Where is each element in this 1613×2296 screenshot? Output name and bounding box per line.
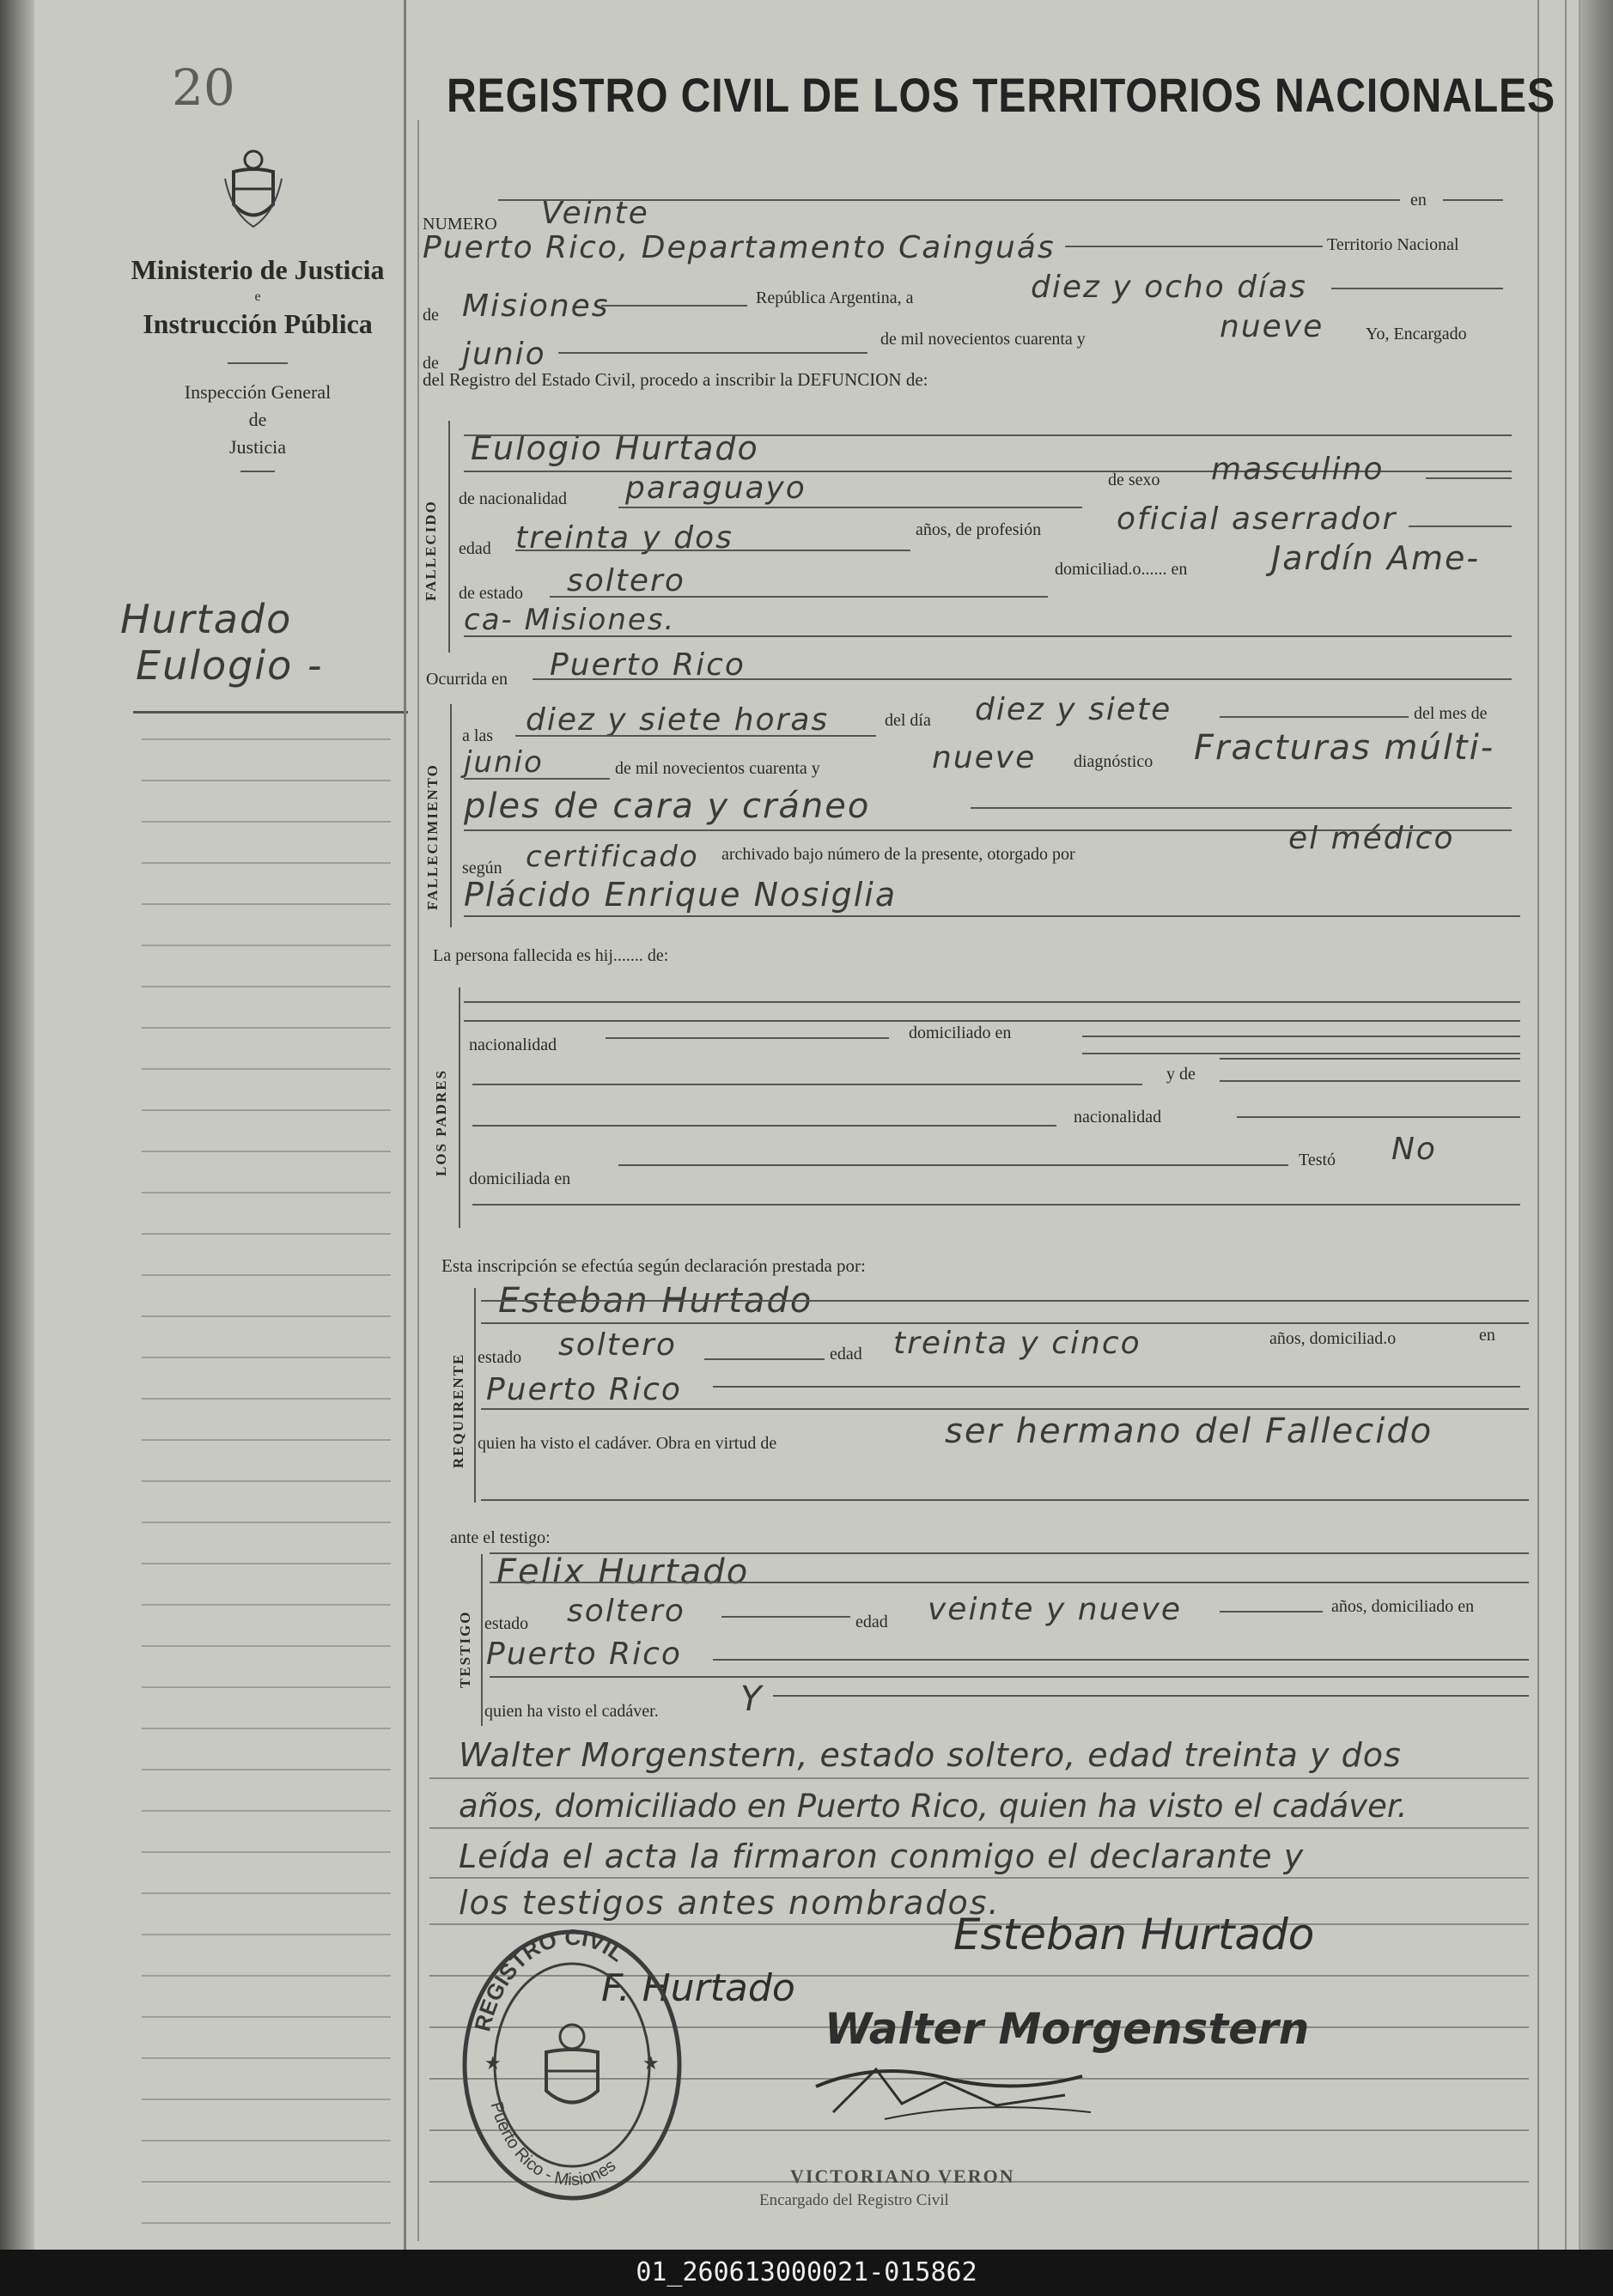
line-testigo-domicilio-2 bbox=[490, 1676, 1529, 1678]
bracket-testigo bbox=[481, 1554, 483, 1726]
line-sexo bbox=[1426, 477, 1512, 479]
margin-ruled-line bbox=[142, 2181, 391, 2183]
value-testo: No bbox=[1391, 1132, 1437, 1167]
label-nacionalidad-padre: nacionalidad bbox=[469, 1036, 557, 1054]
margin-ruled-line bbox=[142, 1604, 391, 1606]
margin-divider-inner bbox=[417, 120, 419, 2241]
inspection-line1: Inspección General bbox=[184, 381, 332, 403]
left-margin-column bbox=[34, 0, 404, 2250]
value-requirente-nombre: Esteban Hurtado bbox=[498, 1281, 813, 1321]
value-ocurrida: Puerto Rico bbox=[550, 647, 746, 683]
label-de-sexo: de sexo bbox=[1108, 471, 1160, 489]
stamp-top-text: REGISTRO CIVIL bbox=[469, 1923, 630, 2034]
line-requirente-domicilio bbox=[713, 1386, 1520, 1388]
line-estado bbox=[550, 596, 1048, 598]
label-territorio: Territorio Nacional bbox=[1327, 235, 1459, 254]
label-quien-cadaver: quien ha visto el cadáver. Obra en virtud de bbox=[478, 1434, 777, 1453]
coat-of-arms-icon bbox=[223, 144, 283, 230]
line-testigo-domicilio bbox=[713, 1659, 1529, 1661]
value-lugar: Puerto Rico, Departamento Cainguás bbox=[423, 230, 1056, 265]
margin-ruled-line bbox=[142, 1192, 391, 1194]
label-domiciliada-en: domiciliada en bbox=[469, 1169, 571, 1188]
ministry-line2: e bbox=[254, 289, 261, 304]
label-en-requirente: en bbox=[1479, 1326, 1495, 1345]
value-domicilio-1: Jardín Ame- bbox=[1271, 539, 1481, 577]
margin-ruled-line bbox=[142, 1810, 391, 1812]
margin-ruled-line bbox=[142, 1686, 391, 1688]
label-domiciliado-en-padre: domiciliado en bbox=[909, 1023, 1012, 1042]
registro-civil-stamp bbox=[452, 1923, 692, 2207]
margin-ruled-line bbox=[142, 780, 391, 781]
value-testigo-domicilio: Puerto Rico bbox=[486, 1637, 682, 1672]
label-mil-novecientos-2: de mil novecientos cuarenta y bbox=[615, 759, 820, 778]
svg-text:★: ★ bbox=[484, 2052, 502, 2074]
line-mes bbox=[558, 352, 867, 354]
label-republica: República Argentina, a bbox=[756, 289, 914, 307]
signature-walter: Walter Morgenstern bbox=[825, 2004, 1310, 2054]
line-lugar bbox=[1065, 246, 1323, 247]
label-numero: NUMERO bbox=[423, 215, 497, 234]
line-diagnostico-2 bbox=[971, 807, 1512, 809]
label-de-estado: de estado bbox=[459, 584, 523, 603]
line-closing-1 bbox=[429, 1777, 1529, 1779]
margin-ruled-line bbox=[142, 1439, 391, 1441]
margin-ruled-line bbox=[142, 1645, 391, 1647]
margin-ruled-line bbox=[142, 1728, 391, 1729]
margin-ruled-line bbox=[142, 1975, 391, 1977]
value-sexo: masculino bbox=[1211, 452, 1385, 487]
margin-ruled-line bbox=[142, 1934, 391, 1935]
page-stack-edge bbox=[1565, 0, 1580, 2250]
officer-name: VICTORIANO VERON bbox=[790, 2165, 1015, 2187]
page-right-edge bbox=[1580, 0, 1613, 2250]
officer-role: Encargado del Registro Civil bbox=[759, 2191, 949, 2209]
ministry-heading bbox=[129, 254, 387, 472]
line-numero bbox=[498, 199, 1400, 201]
bracket-los-padres bbox=[459, 987, 460, 1228]
label-del-registro: del Registro del Estado Civil, procedo a inscribir la DEFUNCION de: bbox=[423, 369, 928, 390]
line-padres-3 bbox=[1082, 1053, 1520, 1054]
line-territorio bbox=[601, 305, 747, 307]
document-title: REGISTRO CIVIL DE LOS TERRITORIOS NACIONALES bbox=[447, 68, 1556, 122]
line-profesion bbox=[1409, 525, 1512, 527]
margin-ruled-line bbox=[142, 2222, 391, 2224]
margin-ruled-line bbox=[142, 1068, 391, 1070]
value-mes-2: junio bbox=[464, 745, 544, 780]
bracket-fallecido bbox=[448, 421, 450, 653]
value-profesion: oficial aserrador bbox=[1117, 501, 1397, 537]
margin-ruled-line bbox=[142, 738, 391, 740]
label-de-nacionalidad: de nacionalidad bbox=[459, 489, 568, 508]
line-quien-cadaver bbox=[773, 1695, 1529, 1697]
line-en bbox=[1443, 199, 1503, 201]
line-ocurrida bbox=[533, 678, 1512, 680]
margin-ruled-line bbox=[142, 1522, 391, 1523]
value-territorio: Misiones bbox=[462, 289, 610, 324]
signature-testigo: F. Hurtado bbox=[601, 1966, 795, 2010]
line-domicilio-padre bbox=[1082, 1036, 1520, 1037]
line-padres-4 bbox=[472, 1084, 1142, 1085]
line-nacionalidad bbox=[618, 507, 1082, 508]
line-testigo-nombre-2 bbox=[490, 1582, 1529, 1583]
bracket-fallecimiento bbox=[450, 704, 452, 927]
value-mes: junio bbox=[462, 337, 546, 372]
value-dia: diez y siete bbox=[975, 692, 1172, 727]
value-requirente-edad: treinta y cinco bbox=[893, 1326, 1141, 1361]
label-yo: Yo, Encargado bbox=[1366, 325, 1467, 343]
label-nacionalidad-madre: nacionalidad bbox=[1074, 1108, 1162, 1127]
margin-ruled-line bbox=[142, 1274, 391, 1276]
label-y-de: y de bbox=[1166, 1065, 1196, 1084]
line-closing-3 bbox=[429, 1877, 1529, 1879]
line-testigo-edad bbox=[1220, 1611, 1323, 1613]
inspection-line2: de bbox=[248, 409, 267, 430]
value-nacionalidad: paraguayo bbox=[625, 471, 806, 506]
margin-note-given-name: Eulogio - bbox=[136, 642, 324, 689]
margin-ruled-line bbox=[142, 1769, 391, 1771]
margin-divider bbox=[404, 0, 406, 2250]
label-estado-testigo: estado bbox=[484, 1614, 529, 1633]
label-edad: edad bbox=[459, 539, 491, 558]
value-segun: certificado bbox=[526, 840, 699, 874]
value-quien-y: Y bbox=[740, 1679, 764, 1719]
section-fallecimiento: FALLECIMIENTO bbox=[424, 763, 441, 910]
label-diagnostico: diagnóstico bbox=[1074, 752, 1153, 771]
line-hora bbox=[515, 735, 876, 737]
label-persona-fallecida: La persona fallecida es hij....... de: bbox=[433, 946, 669, 965]
margin-ruled-line bbox=[142, 1109, 391, 1111]
line-padres-7 bbox=[472, 1204, 1520, 1206]
line-requirente-nombre bbox=[481, 1300, 1529, 1302]
inspection-line3: Justicia bbox=[229, 436, 286, 458]
svg-text:Puerto Rico - Misiones bbox=[486, 2100, 619, 2190]
image-identifier: 01_260613000021-015862 bbox=[0, 2250, 1613, 2296]
value-diagnostico-2: ples de cara y cráneo bbox=[464, 787, 871, 826]
value-requirente-domicilio: Puerto Rico bbox=[486, 1372, 682, 1407]
label-segun: según bbox=[462, 859, 502, 878]
value-testigo-nombre: Felix Hurtado bbox=[496, 1552, 750, 1592]
margin-ruled-line bbox=[142, 1151, 391, 1152]
label-de-1: de bbox=[423, 306, 439, 325]
bracket-requirente bbox=[474, 1288, 476, 1503]
margin-ruled-line bbox=[142, 2016, 391, 2018]
ministry-line1: Ministerio de Justicia bbox=[131, 254, 385, 285]
value-anio-2: nueve bbox=[932, 740, 1037, 775]
label-esta-inscripcion: Esta inscripción se efectúa según declaración prestada por: bbox=[441, 1255, 866, 1276]
signature-requirente: Esteban Hurtado bbox=[953, 1910, 1315, 1959]
label-del-mes: del mes de bbox=[1414, 704, 1488, 723]
margin-ruled-line bbox=[142, 1357, 391, 1358]
line-closing-2 bbox=[429, 1827, 1529, 1829]
value-estado: soltero bbox=[567, 563, 685, 598]
label-edad-requirente: edad bbox=[830, 1345, 862, 1364]
line-testigo-nombre bbox=[490, 1552, 1529, 1554]
margin-ruled-line bbox=[142, 821, 391, 823]
value-medico-1: el médico bbox=[1288, 821, 1455, 856]
margin-ruled-line bbox=[142, 945, 391, 946]
value-requirente-estado: soltero bbox=[558, 1327, 677, 1363]
section-requirente: REQUIRENTE bbox=[450, 1352, 466, 1468]
margin-ruled-line bbox=[142, 1563, 391, 1564]
label-anos-domiciliad: años, domiciliad.o bbox=[1269, 1329, 1397, 1348]
label-ante-testigo: ante el testigo: bbox=[450, 1528, 551, 1547]
value-fecha-dia: diez y ocho días bbox=[1031, 270, 1307, 305]
line-y-de bbox=[1220, 1080, 1520, 1082]
margin-ruled-line bbox=[142, 2140, 391, 2141]
book-binding bbox=[0, 0, 34, 2250]
margin-ruled-line bbox=[142, 1480, 391, 1482]
line-testigo-estado bbox=[721, 1616, 850, 1618]
margin-ruled-line bbox=[142, 1892, 391, 1894]
label-en: en bbox=[1410, 191, 1427, 210]
stamp-bottom-text: Puerto Rico - Misiones bbox=[486, 2099, 620, 2190]
line-mes-2 bbox=[464, 778, 610, 780]
value-diagnostico-1: Fracturas múlti- bbox=[1194, 728, 1495, 768]
margin-ruled-line bbox=[142, 2099, 391, 2100]
margin-ruled-line bbox=[142, 903, 391, 905]
line-padres-1 bbox=[464, 1001, 1520, 1003]
value-domicilio-2: ca- Misiones. bbox=[464, 603, 676, 637]
line-fallecido-nombre bbox=[464, 434, 1512, 436]
line-padres-2 bbox=[464, 1020, 1520, 1022]
label-ocurrida-en: Ocurrida en bbox=[426, 670, 508, 689]
value-anio: nueve bbox=[1220, 309, 1324, 344]
label-anos-domiciliado: años, domiciliado en bbox=[1331, 1597, 1475, 1616]
value-testigo-edad: veinte y nueve bbox=[928, 1592, 1182, 1627]
line-padres-5 bbox=[1220, 1058, 1520, 1060]
line-edad bbox=[515, 550, 910, 551]
section-fallecido: FALLECIDO bbox=[423, 500, 439, 601]
margin-ruled-line bbox=[142, 2057, 391, 2059]
margin-ruled-line bbox=[142, 986, 391, 987]
value-requirente-virtud: ser hermano del Fallecido bbox=[945, 1412, 1433, 1451]
line-requirente-estado bbox=[704, 1358, 825, 1360]
margin-ruled-line bbox=[142, 1315, 391, 1317]
line-nacionalidad-padre bbox=[606, 1037, 889, 1039]
line-requirente-domicilio-2 bbox=[481, 1408, 1529, 1410]
line-medico-2 bbox=[464, 915, 1520, 917]
line-domiciliada bbox=[618, 1164, 1288, 1166]
value-edad: treinta y dos bbox=[515, 520, 733, 556]
ministry-line3: Instrucción Pública bbox=[143, 308, 373, 339]
value-fallecido-nombre: Eulogio Hurtado bbox=[471, 429, 759, 467]
value-testigo-estado: soltero bbox=[567, 1594, 685, 1629]
closing-line-4: los testigos antes nombrados. bbox=[459, 1884, 1001, 1922]
line-requirente-nombre-2 bbox=[481, 1322, 1529, 1324]
label-estado-requirente: estado bbox=[478, 1348, 522, 1367]
page-number: 20 bbox=[172, 58, 235, 117]
margin-ruled-line bbox=[142, 1027, 391, 1029]
label-anos-profesion: años, de profesión bbox=[916, 520, 1042, 539]
margin-note-underline bbox=[133, 711, 408, 714]
line-domicilio-2 bbox=[464, 635, 1512, 637]
label-domiciliado-en: domiciliad.o...... en bbox=[1055, 560, 1188, 579]
section-testigo: TESTIGO bbox=[457, 1610, 473, 1688]
closing-line-1: Walter Morgenstern, estado soltero, edad treinta y dos bbox=[459, 1736, 1402, 1774]
margin-note-surname: Hurtado bbox=[120, 596, 293, 642]
label-quien-cadaver-2: quien ha visto el cadáver. bbox=[484, 1702, 659, 1721]
section-los-padres: LOS PADRES bbox=[433, 1068, 449, 1176]
margin-ruled-line bbox=[142, 1398, 391, 1400]
value-medico-2: Plácido Enrique Nosiglia bbox=[464, 876, 898, 914]
svg-text:★: ★ bbox=[642, 2052, 660, 2074]
line-dia bbox=[1220, 716, 1409, 718]
label-archivado: archivado bajo número de la presente, otorgado por bbox=[721, 845, 1075, 864]
closing-line-3: Leída el acta la firmaron conmigo el declarante y bbox=[459, 1837, 1305, 1875]
margin-ruled-line bbox=[142, 1233, 391, 1235]
line-requirente-virtud bbox=[481, 1499, 1529, 1501]
label-a-las: a las bbox=[462, 726, 494, 745]
label-del-dia: del día bbox=[885, 711, 931, 730]
label-testo: Testó bbox=[1299, 1151, 1336, 1169]
line-fecha-dia bbox=[1331, 288, 1503, 289]
closing-line-2: años, domiciliado en Puerto Rico, quien ha visto el cadáver. bbox=[459, 1788, 1408, 1825]
label-edad-testigo: edad bbox=[855, 1613, 888, 1631]
label-de-2: de bbox=[423, 354, 439, 373]
page-edge-line bbox=[1537, 0, 1539, 2250]
value-hora: diez y siete horas bbox=[526, 702, 830, 738]
value-numero: Veinte bbox=[541, 196, 649, 231]
signature-officer-scribble bbox=[807, 2052, 1117, 2129]
line-nacionalidad-madre bbox=[1237, 1116, 1520, 1118]
label-mil-novecientos: de mil novecientos cuarenta y bbox=[880, 330, 1086, 349]
margin-ruled-line bbox=[142, 1851, 391, 1853]
line-padres-6 bbox=[472, 1125, 1056, 1127]
margin-ruled-line bbox=[142, 862, 391, 864]
